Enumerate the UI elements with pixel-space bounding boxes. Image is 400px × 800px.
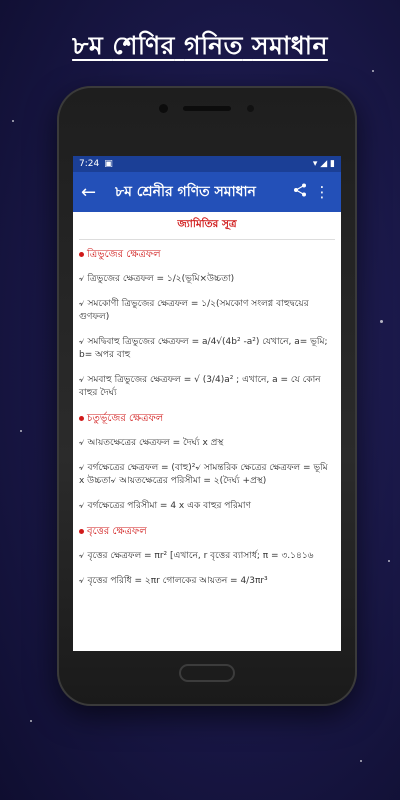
back-arrow-icon[interactable]: ←	[81, 181, 97, 203]
promo-title-part: শেণির	[112, 31, 175, 60]
star	[30, 720, 32, 722]
divider	[79, 239, 335, 240]
status-bar	[73, 156, 341, 172]
section-title-quadrilateral	[79, 412, 335, 425]
star	[380, 320, 383, 323]
share-icon-svg	[293, 183, 307, 197]
status-icons: ▾ ◢ ▮	[312, 159, 335, 169]
promo-title-part	[175, 31, 184, 60]
proximity-sensor	[247, 105, 254, 112]
share-icon[interactable]	[289, 183, 311, 201]
formula-line: ৵ বৃত্তের ক্ষেত্রফল = πr² [এখানে, r বৃত্তের ব্যাসার্ধ; π = ৩.১৪১৬	[79, 551, 314, 561]
section-title-circle	[79, 525, 335, 538]
star	[20, 430, 22, 432]
section-title-text: ত্রিভুজের ক্ষেত্রফল	[87, 249, 161, 260]
formula-line: ৵ ত্রিভুজের ক্ষেত্রফল = ১/২(ভূমি×উচ্চতা)	[79, 274, 235, 284]
star	[360, 760, 362, 762]
page-heading: জ্যামিতির সূত্র	[177, 218, 237, 230]
toolbar-title: ৮ম শ্রেনীর গণিত সমাধান	[115, 184, 256, 200]
star	[372, 70, 374, 72]
earpiece-speaker	[183, 106, 231, 111]
promo-title-part: গনিত	[184, 31, 243, 60]
formula-line: ৵ সমদ্বিবাহু ত্রিভুজের ক্ষেত্রফল = a/4√(4b² -a²) যেখানে, a= ভূমি; b= অপর বাহু	[79, 337, 328, 360]
status-time: 7:24	[79, 159, 100, 169]
front-camera	[159, 104, 168, 113]
overflow-menu-icon[interactable]: ⋮	[314, 183, 330, 201]
star	[388, 560, 390, 562]
star	[12, 120, 14, 122]
formula-line: ৵ বর্গক্ষেত্রের পরিসীমা = 4 x এক বাহুর পরিমাণ	[79, 501, 251, 511]
bullet-icon	[79, 529, 84, 534]
bullet-icon	[79, 416, 84, 421]
formula-line: ৵ সমবাহু ত্রিভুজের ক্ষেত্রফল = √ (3/4)a² ; এখানে, a = যে কোন বাহুর দৈর্ঘ্য	[79, 375, 321, 398]
promo-title-part: সমাধান	[252, 31, 328, 60]
formula-line: ৵ আয়তক্ষেত্রের ক্ষেত্রফল = দৈর্ঘ্য x প্রস্থ	[79, 438, 224, 448]
promo-title	[0, 26, 400, 69]
promo-title-part	[243, 31, 252, 60]
section-title-triangle	[79, 248, 335, 261]
formula-line: ৵ সমকোণী ত্রিভুজের ক্ষেত্রফল = ১/২(সমকোণ সংলগ্ন বাহুদ্বয়ের গুণফল)	[79, 299, 309, 322]
section-title-text: বৃত্তের ক্ষেত্রফল	[87, 526, 147, 537]
image-icon: ▣	[104, 159, 113, 169]
formula-line: ৵ বৃত্তের পরিধি = ২πr গোলকের আয়তন = 4/3πr³	[79, 576, 268, 586]
section-title-text: চতুর্ভূজের ক্ষেত্রফল	[87, 413, 164, 424]
promo-title-part: ৮ম	[72, 31, 113, 60]
home-button[interactable]	[179, 664, 235, 682]
formula-line: ৵ বর্গক্ষেত্রের ক্ষেত্রফল = (বাহু)²৵ সামন্তরিক ক্ষেত্রের ক্ষেত্রফল = ভূমি x উচ্চতা৵ আয়তক্ষেত্রের পরিসীমা = ২(দৈর্ঘ্য +প্রস্থ)	[79, 463, 328, 486]
app-screen	[73, 156, 341, 651]
bullet-icon	[79, 252, 84, 257]
app-toolbar	[73, 172, 341, 212]
phone-frame	[57, 86, 357, 706]
formula-content	[73, 212, 341, 588]
